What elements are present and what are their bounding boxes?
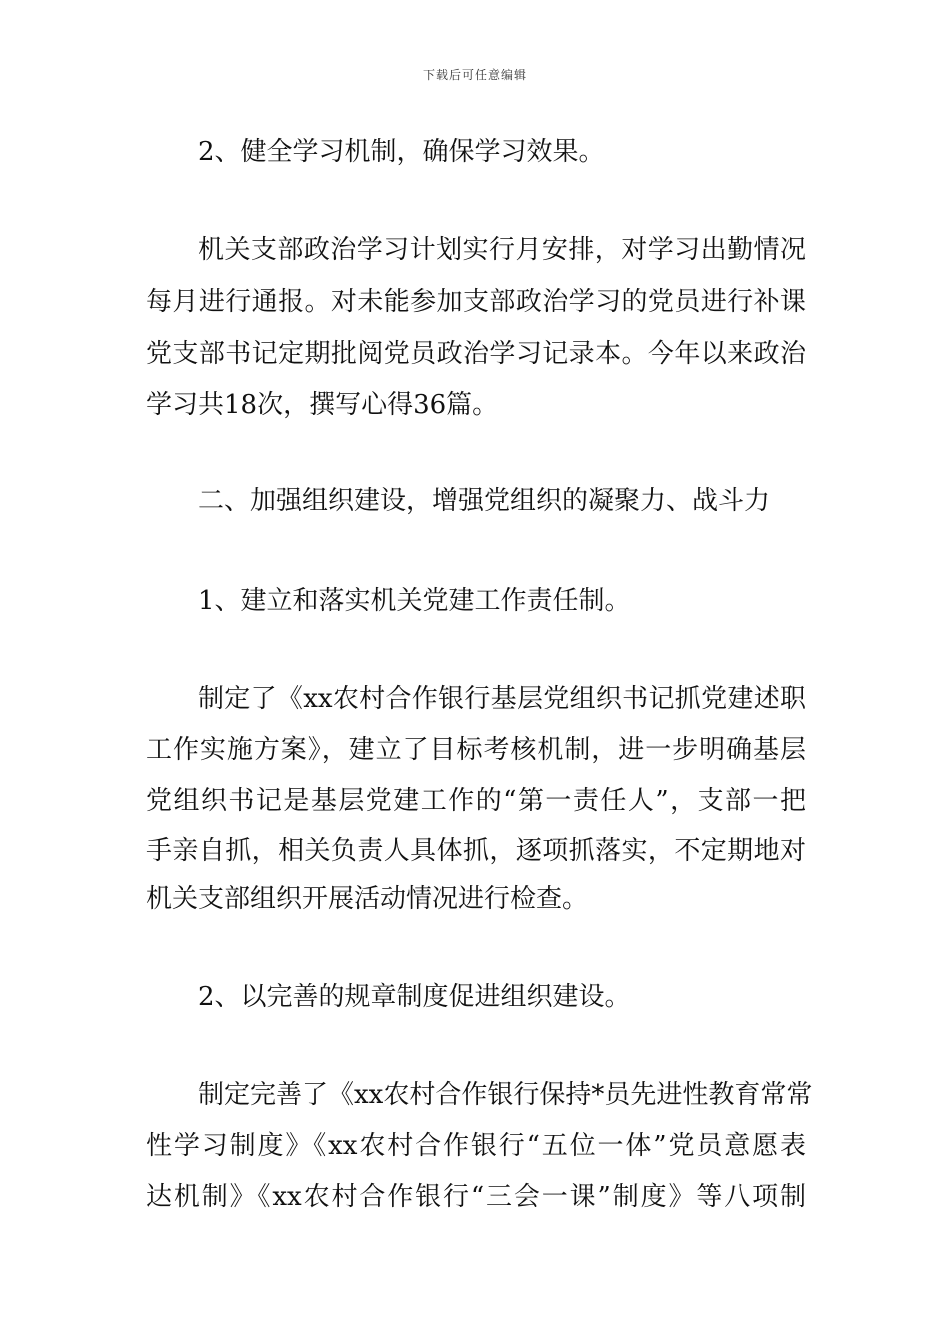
section-heading-study-mechanism: 2、健全学习机制，确保学习效果。	[198, 137, 605, 167]
paragraph-line: 党组织书记是基层党建工作的“第一责任人”，支部一把	[146, 786, 806, 816]
paragraph-line: 机关支部政治学习计划实行月安排，对学习出勤情况	[198, 235, 806, 265]
paragraph-line: 达机制》《xx农村合作银行“三会一课”制度》等八项制	[146, 1182, 806, 1212]
paragraph-line: 制定完善了《xx农村合作银行保持*员先进性教育常常	[198, 1080, 813, 1110]
paragraph-line: 机关支部组织开展活动情况进行检查。	[146, 884, 589, 914]
section-heading-responsibility: 1、建立和落实机关党建工作责任制。	[198, 586, 631, 616]
section-heading-organization: 二、加强组织建设，增强党组织的凝聚力、战斗力	[198, 486, 771, 516]
section-heading-rules: 2、以完善的规章制度促进组织建设。	[198, 982, 631, 1012]
paragraph-line: 工作实施方案》，建立了目标考核机制，进一步明确基层	[146, 735, 806, 765]
paragraph-line: 性学习制度》《xx农村合作银行“五位一体”党员意愿表	[146, 1131, 806, 1161]
header-note: 下载后可任意编辑	[422, 68, 527, 82]
paragraph-line: 手亲自抓，相关负责人具体抓，逐项抓落实，不定期地对	[146, 836, 806, 866]
paragraph-line: 学习共18次，撰写心得36篇。	[146, 390, 499, 420]
paragraph-line: 每月进行通报。对未能参加支部政治学习的党员进行补课	[146, 287, 806, 317]
paragraph-line: 党支部书记定期批阅党员政治学习记录本。今年以来政治	[146, 339, 806, 369]
paragraph-line: 制定了《xx农村合作银行基层党组织书记抓党建述职	[198, 684, 806, 714]
